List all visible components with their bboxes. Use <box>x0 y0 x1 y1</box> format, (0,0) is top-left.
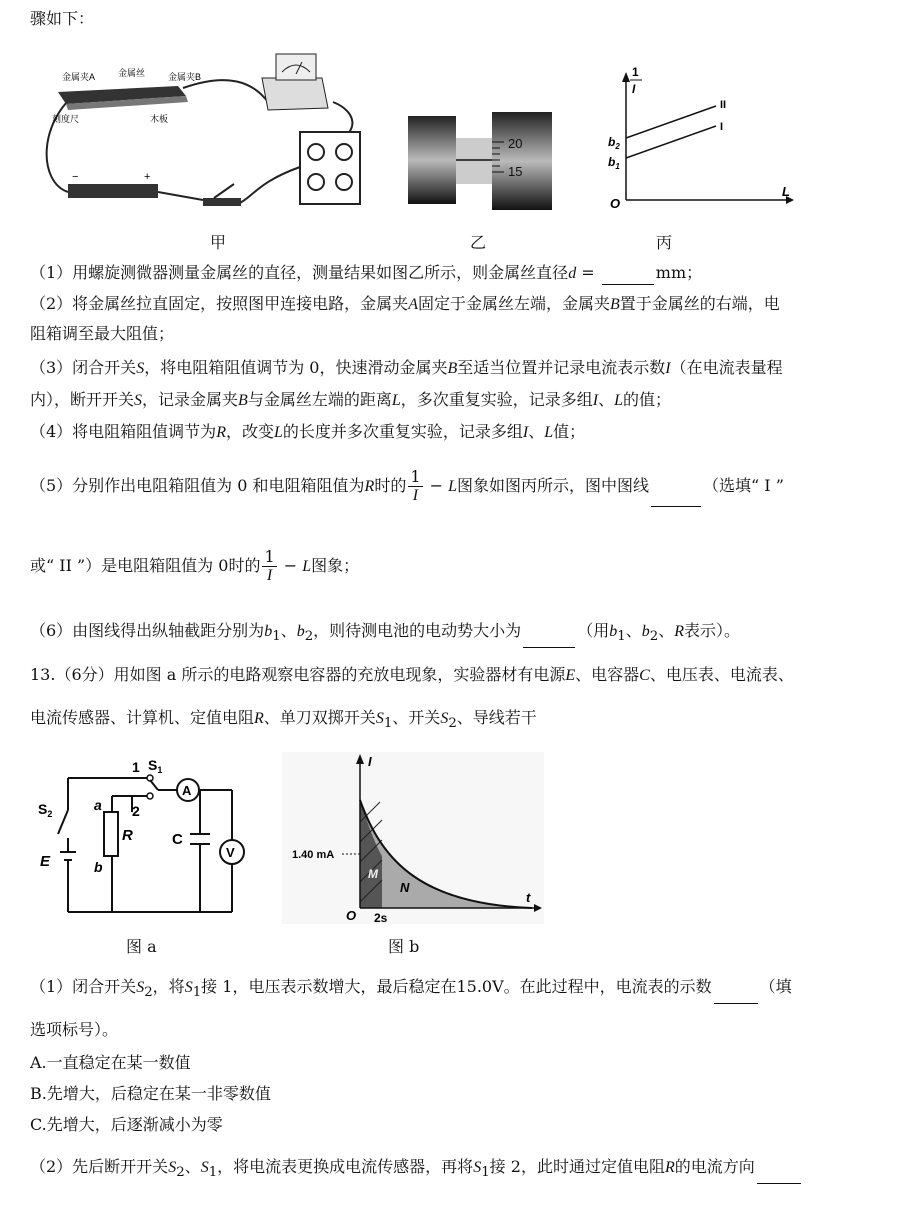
figure-bing-graph <box>596 60 796 220</box>
figure-b-graph <box>282 752 544 924</box>
tick-20: 20 <box>508 136 523 151</box>
resistor-label: R <box>122 827 133 844</box>
question-3-line-2: 内），断开开关S，记录金属夹B与金属丝左端的距离L，多次重复实验，记录多组I、L的值； <box>30 390 672 409</box>
label-board: 木板 <box>150 114 169 124</box>
answer-blank-diameter[interactable] <box>602 284 654 285</box>
question-3-line-1: （3）闭合开关S，将电阻箱阻值调节为 0，快速滑动金属夹B至适当位置并记录电流表示数I（在电流表量程 <box>30 358 783 377</box>
capacitor-label: C <box>172 831 183 848</box>
emf-label: E <box>40 853 51 870</box>
y-axis-i: I <box>368 754 372 769</box>
b1-label: $b_1$ <box>608 155 620 171</box>
label-minus: − <box>72 171 79 183</box>
question-2-line-2: 阻箱调至最大阻值； <box>30 324 175 343</box>
option-c: C.先增大，后逐渐减小为零 <box>30 1115 223 1134</box>
switch-s2-label: $S_2$ <box>38 801 53 819</box>
origin-o: O <box>346 908 357 923</box>
switch-s1-label: $S_1$ <box>148 757 163 775</box>
x-axis-t: t <box>526 890 531 905</box>
area-m: M <box>368 867 378 881</box>
part-1-line-2: 选项标号）。 <box>30 1020 119 1039</box>
label-clip-b: 金属夹B <box>168 72 202 82</box>
switch-pos-1: 1 <box>132 759 140 775</box>
fraction-1-over-i-2: $\frac{1}{I}$ <box>264 547 275 584</box>
caption-yi: 乙 <box>470 233 487 252</box>
switch-pos-2: 2 <box>132 803 140 819</box>
part-1-line-1: （1）闭合开关$S_2$，将$S_1$接 1，电压表示数增大，最后稳定在15.0V。在此过程中，电流表的示数 （填 <box>30 976 792 1004</box>
question-13-line-2: 电流传感器、计算机、定值电阻R、单刀双掷开关$S_1$、开关$S_2$、导线若干 <box>30 708 537 732</box>
line-2-label: II <box>720 99 727 111</box>
intro-text: 骤如下： <box>30 9 95 28</box>
figure-jia-circuit <box>38 52 368 222</box>
line-1-label: I <box>720 121 724 133</box>
current-label: 1.40 mA <box>292 849 335 861</box>
caption-b: 图 b <box>388 937 420 956</box>
area-n: N <box>400 880 410 895</box>
node-a: a <box>94 797 102 813</box>
caption-jia: 甲 <box>210 233 227 252</box>
tick-15: 15 <box>508 164 523 179</box>
answer-blank-ammeter[interactable] <box>714 1003 758 1004</box>
label-clip-a: 金属夹A <box>62 72 96 82</box>
answer-blank-line-choice[interactable] <box>651 506 701 507</box>
answer-blank-direction[interactable] <box>757 1183 801 1184</box>
fraction-1-over-i: $\frac{1}{I}$ <box>410 467 421 504</box>
node-b: b <box>94 859 103 875</box>
origin-label: O <box>610 196 621 211</box>
y-axis-denominator: I <box>632 82 636 96</box>
question-6: （6）由图线得出纵轴截距分别为$b_1$、$b_2$，则待测电池的电动势大小为 （用$b_1$、$b_2$、R表示）。 <box>30 620 740 648</box>
b2-label: $b_2$ <box>608 135 620 151</box>
caption-a: 图 a <box>126 937 157 956</box>
option-b: B.先增大，后稳定在某一非零数值 <box>30 1084 271 1103</box>
question-5-line-1: （5）分别作出电阻箱阻值为 0 和电阻箱阻值为R时的 $\frac{1}{I}$ − L图象如图丙所示，图中图线 （选填“ I ” <box>30 466 784 507</box>
figure-a-circuit <box>32 752 258 924</box>
x-axis-label: L <box>782 184 790 199</box>
question-2-line-1: （2）将金属丝拉直固定，按照图甲连接电路，金属夹A固定于金属丝左端，金属夹B置于金属丝的右端，电 <box>30 294 780 313</box>
time-2s: 2s <box>374 911 388 924</box>
label-plus: + <box>144 171 151 183</box>
question-1: （1）用螺旋测微器测量金属丝的直径，测量结果如图乙所示，则金属丝直径d = mm； <box>30 262 702 285</box>
answer-blank-emf[interactable] <box>523 647 575 648</box>
option-a: A.一直稳定在某一数值 <box>30 1053 191 1072</box>
y-axis-numerator: 1 <box>632 65 639 79</box>
caption-bing: 丙 <box>656 233 673 252</box>
label-wire: 金属丝 <box>118 68 146 78</box>
voltmeter-label: V <box>226 845 235 860</box>
label-ruler: 刻度尺 <box>52 114 80 124</box>
part-2: （2）先后断开开关$S_2$、$S_1$，将电流表更换成电流传感器，再将$S_1$接 2，此时通过定值电阻R的电流方向 <box>30 1156 803 1184</box>
figure-yi-micrometer <box>408 112 552 210</box>
question-4: （4）将电阻箱阻值调节为R，改变L的长度并多次重复实验，记录多组I、L值； <box>30 422 586 441</box>
question-13-line-1: 13.（6分）用如图 a 所示的电路观察电容器的充放电现象，实验器材有电源E、电容器C、电压表、电流表、 <box>30 665 794 684</box>
ammeter-label: A <box>182 783 192 798</box>
question-5-line-2: 或“ II ”）是电阻箱阻值为 0时的 $\frac{1}{I}$ − L图象； <box>30 547 360 584</box>
